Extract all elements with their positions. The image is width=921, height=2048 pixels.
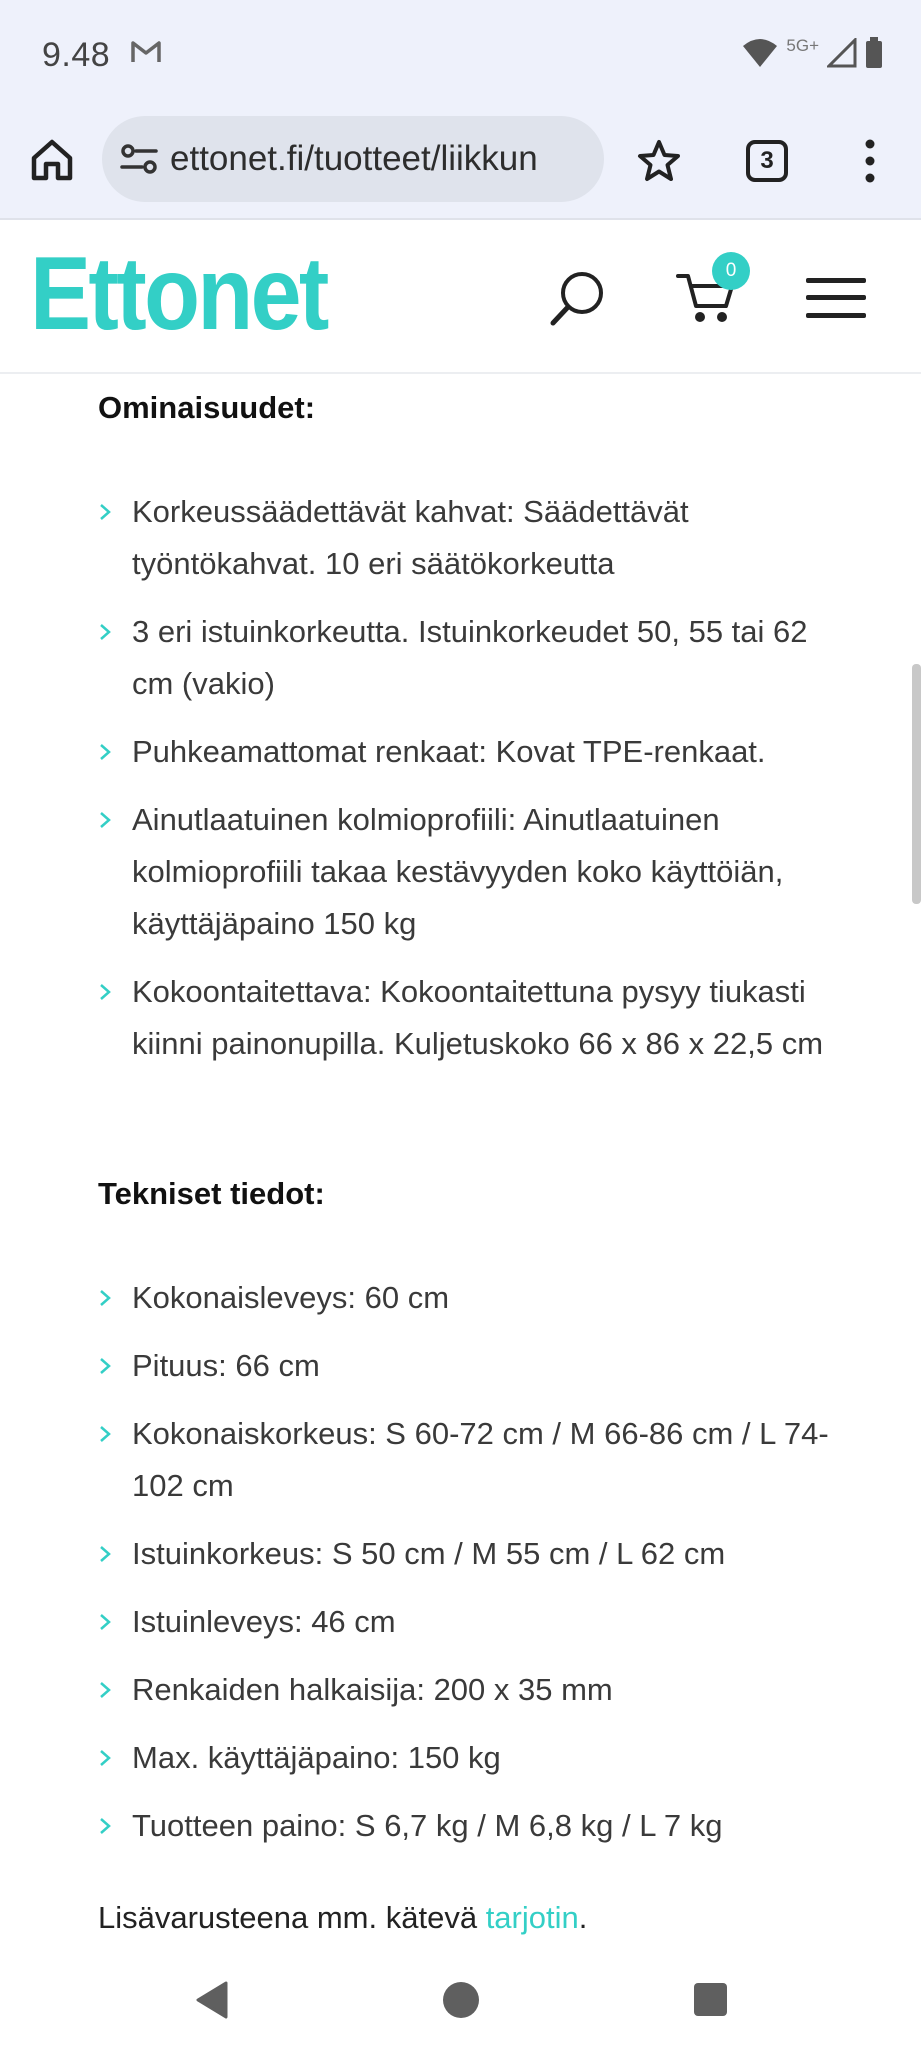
chevron-right-icon [98, 810, 112, 830]
url-text[interactable]: ettonet.fi/tuotteet/liikkun [170, 139, 538, 178]
tarjotin-link[interactable]: tarjotin [485, 1900, 579, 1935]
features-heading: Ominaisuudet: [98, 390, 316, 425]
site-logo[interactable]: Ettonet [30, 236, 327, 352]
chevron-right-icon [98, 982, 112, 1002]
list-item: Tuotteen paino: S 6,7 kg / M 6,8 kg / L 7 kg [98, 1800, 838, 1852]
list-item: Istuinkorkeus: S 50 cm / M 55 cm / L 62 cm [98, 1528, 838, 1580]
battery-icon [865, 37, 883, 69]
accessory-note-text: Lisävarusteena mm. kätevä [98, 1900, 486, 1935]
list-item: Kokonaisleveys: 60 cm [98, 1272, 838, 1324]
accessory-note-end: . [578, 1900, 588, 1935]
home-nav-icon[interactable] [443, 1982, 479, 2018]
browser-toolbar [0, 108, 921, 220]
status-time: 9.48 [42, 36, 111, 74]
list-item: Pituus: 66 cm [98, 1340, 838, 1392]
recents-icon[interactable] [694, 1983, 727, 2016]
chevron-right-icon [98, 1288, 112, 1308]
search-icon[interactable] [548, 268, 608, 328]
tab-switcher-button[interactable]: 3 [746, 140, 788, 182]
specs-heading: Tekniset tiedot: [98, 1176, 325, 1211]
list-item: Ainutlaatuinen kolmioprofiili: Ainutlaatuinen kolmioprofiili takaa kestävyyden koko käyttöiän, käyttäjäpaino 150 kg [98, 794, 838, 950]
list-item: Istuinleveys: 46 cm [98, 1596, 838, 1648]
features-list [98, 486, 838, 1070]
bookmark-star-icon[interactable] [636, 138, 682, 184]
status-bar [0, 0, 921, 108]
address-bar[interactable] [102, 116, 604, 202]
specs-list [98, 1272, 838, 1852]
back-icon[interactable] [192, 1980, 230, 2020]
site-header [0, 222, 921, 374]
scrollbar-thumb[interactable] [912, 664, 921, 904]
chevron-right-icon [98, 1424, 112, 1444]
list-item: Kokonaiskorkeus: S 60-72 cm / M 66-86 cm / L 74-102 cm [98, 1408, 838, 1512]
chevron-right-icon [98, 1680, 112, 1700]
network-type: 5G+ [786, 36, 819, 55]
chevron-right-icon [98, 1612, 112, 1632]
list-item: Max. käyttäjäpaino: 150 kg [98, 1732, 838, 1784]
list-item: Puhkeamattomat renkaat: Kovat TPE-renkaat. [98, 726, 838, 778]
chevron-right-icon [98, 1356, 112, 1376]
gmail-icon [130, 38, 162, 66]
chevron-right-icon [98, 742, 112, 762]
chevron-right-icon [98, 1748, 112, 1768]
menu-icon[interactable] [806, 276, 866, 320]
signal-icon [827, 38, 857, 68]
site-settings-icon[interactable] [120, 142, 158, 176]
chevron-right-icon [98, 1816, 112, 1836]
cart-count-badge: 0 [712, 252, 750, 290]
list-item: Korkeussäädettävät kahvat: Säädettävät työntökahvat. 10 eri säätökorkeutta [98, 486, 838, 590]
system-nav-bar [0, 1950, 921, 2048]
list-item: Renkaiden halkaisija: 200 x 35 mm [98, 1664, 838, 1716]
more-options-icon[interactable] [858, 138, 882, 184]
status-icons [742, 36, 883, 70]
chevron-right-icon [98, 502, 112, 522]
list-item: Kokoontaitettava: Kokoontaitettuna pysyy tiukasti kiinni painonupilla. Kuljetuskoko 66 x 86 x 22,5 cm [98, 966, 838, 1070]
accessory-note [98, 1900, 587, 1936]
home-icon[interactable] [28, 136, 76, 184]
chevron-right-icon [98, 622, 112, 642]
list-item: 3 eri istuinkorkeutta. Istuinkorkeudet 50, 55 tai 62 cm (vakio) [98, 606, 838, 710]
wifi-icon [742, 38, 778, 68]
chevron-right-icon [98, 1544, 112, 1564]
